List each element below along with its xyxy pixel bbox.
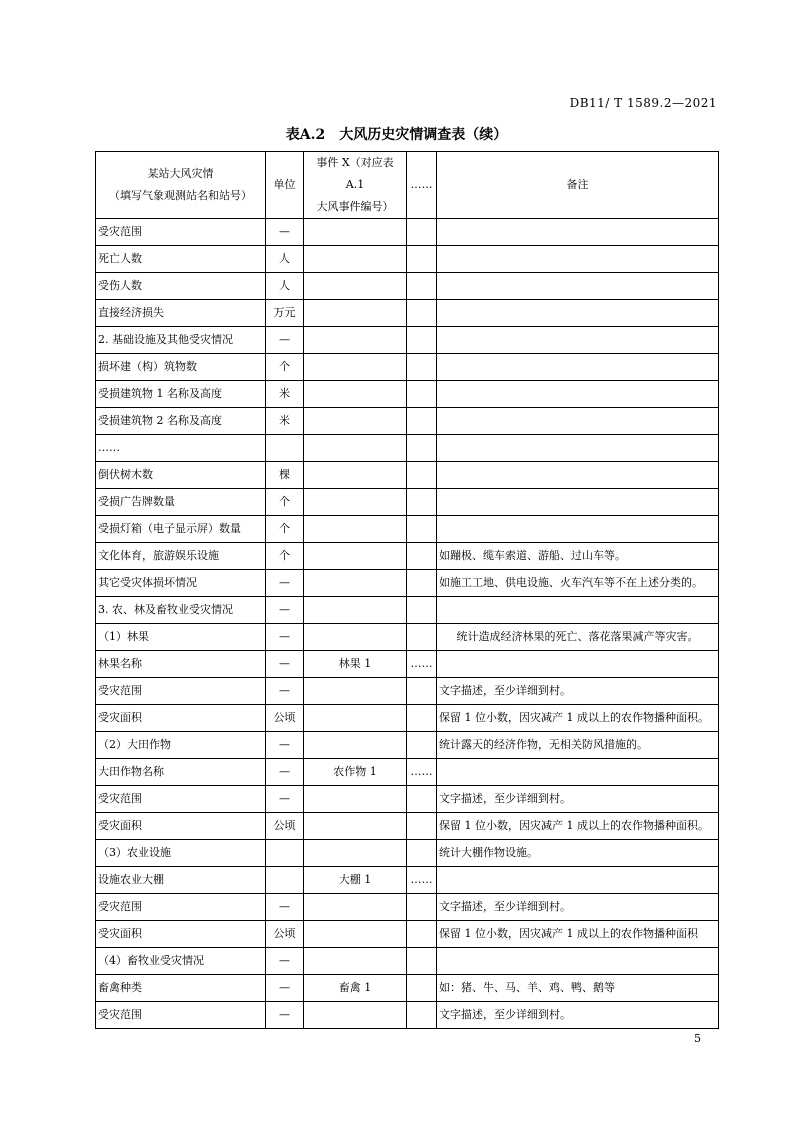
cell-event — [304, 354, 407, 381]
cell-event — [304, 786, 407, 813]
cell-remark: 如蹦极、缆车索道、游船、过山车等。 — [437, 543, 719, 570]
cell-more — [407, 813, 437, 840]
cell-remark — [437, 948, 719, 975]
cell-unit: — — [266, 1002, 304, 1029]
table-row — [96, 624, 719, 651]
cell-item: 死亡人数 — [96, 246, 266, 273]
cell-more: …… — [407, 759, 437, 786]
cell-more — [407, 1002, 437, 1029]
cell-event — [304, 1002, 407, 1029]
cell-more — [407, 840, 437, 867]
cell-item: 直接经济损失 — [96, 300, 266, 327]
table-row — [96, 435, 719, 462]
header-station — [96, 152, 266, 219]
header-station-line1: 某站大风灾情 — [147, 167, 214, 180]
cell-more — [407, 570, 437, 597]
cell-unit: 个 — [266, 354, 304, 381]
table-row — [96, 219, 719, 246]
cell-unit — [266, 867, 304, 894]
cell-item: 受损建筑物 2 名称及高度 — [96, 408, 266, 435]
cell-unit: 个 — [266, 489, 304, 516]
cell-item: 受灾面积 — [96, 813, 266, 840]
cell-item: 受灾范围 — [96, 786, 266, 813]
table-row — [96, 867, 719, 894]
cell-unit: 个 — [266, 516, 304, 543]
cell-event — [304, 597, 407, 624]
cell-more — [407, 489, 437, 516]
cell-event — [304, 435, 407, 462]
cell-unit: — — [266, 894, 304, 921]
cell-more — [407, 705, 437, 732]
cell-item: 其它受灾体损坏情况 — [96, 570, 266, 597]
table-row — [96, 516, 719, 543]
cell-unit: — — [266, 786, 304, 813]
cell-remark — [437, 381, 719, 408]
cell-item: 损坏建（构）筑物数 — [96, 354, 266, 381]
cell-unit: 人 — [266, 273, 304, 300]
cell-remark: 文字描述，至少详细到村。 — [437, 1002, 719, 1029]
cell-item: （1）林果 — [96, 624, 266, 651]
cell-item: 受灾范围 — [96, 1002, 266, 1029]
header-remark: 备注 — [437, 152, 719, 219]
cell-more — [407, 327, 437, 354]
cell-event: 畜禽 1 — [304, 975, 407, 1002]
cell-event — [304, 840, 407, 867]
cell-remark: 统计造成经济林果的死亡、落花落果减产等灾害。 — [437, 624, 719, 651]
cell-item: 受损灯箱（电子显示屏）数量 — [96, 516, 266, 543]
cell-remark — [437, 462, 719, 489]
cell-more — [407, 732, 437, 759]
cell-unit: — — [266, 651, 304, 678]
cell-unit: — — [266, 948, 304, 975]
cell-more — [407, 624, 437, 651]
cell-remark: 文字描述，至少详细到村。 — [437, 678, 719, 705]
cell-unit: 公顷 — [266, 705, 304, 732]
table-row — [96, 813, 719, 840]
cell-more — [407, 948, 437, 975]
header-event-line1: 事件 X（对应表 A.1 — [316, 156, 394, 191]
table-row — [96, 273, 719, 300]
cell-remark — [437, 435, 719, 462]
cell-more — [407, 597, 437, 624]
cell-event — [304, 543, 407, 570]
cell-event — [304, 678, 407, 705]
cell-event — [304, 246, 407, 273]
page-number: 5 — [694, 1032, 701, 1045]
table-row — [96, 894, 719, 921]
cell-unit: 米 — [266, 381, 304, 408]
cell-unit: 个 — [266, 543, 304, 570]
cell-unit: — — [266, 759, 304, 786]
cell-event: 农作物 1 — [304, 759, 407, 786]
cell-remark — [437, 273, 719, 300]
cell-remark: 如施工工地、供电设施、火车汽车等不在上述分类的。 — [437, 570, 719, 597]
cell-unit: — — [266, 732, 304, 759]
cell-event — [304, 462, 407, 489]
cell-unit: — — [266, 597, 304, 624]
cell-unit — [266, 435, 304, 462]
cell-remark — [437, 327, 719, 354]
cell-remark: 保留 1 位小数，因灾减产 1 成以上的农作物播种面积 — [437, 921, 719, 948]
header-ellipsis: …… — [407, 152, 437, 219]
disaster-survey-table — [95, 151, 719, 1029]
table-row — [96, 840, 719, 867]
table-row — [96, 489, 719, 516]
cell-item: 设施农业大棚 — [96, 867, 266, 894]
table-row — [96, 732, 719, 759]
table-row — [96, 597, 719, 624]
cell-remark — [437, 867, 719, 894]
cell-event — [304, 408, 407, 435]
cell-event — [304, 732, 407, 759]
header-event-line2: 大风事件编号） — [316, 200, 394, 213]
cell-event — [304, 327, 407, 354]
cell-remark — [437, 354, 719, 381]
cell-event: 林果 1 — [304, 651, 407, 678]
header-unit: 单位 — [266, 152, 304, 219]
cell-remark — [437, 651, 719, 678]
cell-remark: 文字描述，至少详细到村。 — [437, 786, 719, 813]
cell-more — [407, 273, 437, 300]
cell-more — [407, 786, 437, 813]
cell-event: 大棚 1 — [304, 867, 407, 894]
table-row — [96, 651, 719, 678]
cell-event — [304, 300, 407, 327]
cell-unit: 米 — [266, 408, 304, 435]
cell-item: 受伤人数 — [96, 273, 266, 300]
cell-unit: 棵 — [266, 462, 304, 489]
cell-unit: 公顷 — [266, 921, 304, 948]
cell-unit — [266, 840, 304, 867]
cell-more — [407, 462, 437, 489]
cell-event — [304, 624, 407, 651]
cell-remark — [437, 489, 719, 516]
cell-remark: 统计大棚作物设施。 — [437, 840, 719, 867]
cell-more — [407, 921, 437, 948]
cell-item: 受灾范围 — [96, 894, 266, 921]
cell-more — [407, 894, 437, 921]
document-code: DB11/ T 1589.2—2021 — [569, 96, 717, 110]
cell-item: 畜禽种类 — [96, 975, 266, 1002]
cell-item: 受损广告牌数量 — [96, 489, 266, 516]
cell-item: 受灾范围 — [96, 219, 266, 246]
cell-more: …… — [407, 651, 437, 678]
cell-remark — [437, 246, 719, 273]
table-row — [96, 408, 719, 435]
cell-more — [407, 219, 437, 246]
cell-item: （3）农业设施 — [96, 840, 266, 867]
cell-remark: 保留 1 位小数，因灾减产 1 成以上的农作物播种面积。 — [437, 813, 719, 840]
cell-item: 受灾面积 — [96, 921, 266, 948]
cell-event — [304, 570, 407, 597]
cell-more — [407, 354, 437, 381]
cell-item: 受损建筑物 1 名称及高度 — [96, 381, 266, 408]
cell-remark — [437, 516, 719, 543]
cell-event — [304, 516, 407, 543]
cell-remark — [437, 759, 719, 786]
cell-more — [407, 678, 437, 705]
cell-unit: 公顷 — [266, 813, 304, 840]
cell-event — [304, 489, 407, 516]
cell-remark — [437, 219, 719, 246]
cell-item: 受灾面积 — [96, 705, 266, 732]
cell-remark — [437, 408, 719, 435]
cell-item: 倒伏树木数 — [96, 462, 266, 489]
cell-unit: — — [266, 219, 304, 246]
cell-remark — [437, 597, 719, 624]
table-header-row — [96, 152, 719, 219]
cell-unit: — — [266, 570, 304, 597]
cell-remark — [437, 300, 719, 327]
table-row — [96, 1002, 719, 1029]
cell-event — [304, 894, 407, 921]
cell-more — [407, 300, 437, 327]
cell-more — [407, 543, 437, 570]
table-row — [96, 759, 719, 786]
cell-remark: 文字描述，至少详细到村。 — [437, 894, 719, 921]
table-row — [96, 246, 719, 273]
cell-event — [304, 381, 407, 408]
cell-unit: — — [266, 975, 304, 1002]
cell-unit: 人 — [266, 246, 304, 273]
header-event — [304, 152, 407, 219]
table-row — [96, 786, 719, 813]
cell-event — [304, 948, 407, 975]
cell-remark: 如：猪、牛、马、羊、鸡、鸭、鹅等 — [437, 975, 719, 1002]
cell-unit: — — [266, 624, 304, 651]
cell-item: 3. 农、林及畜牧业受灾情况 — [96, 597, 266, 624]
table-row — [96, 678, 719, 705]
table-row — [96, 948, 719, 975]
cell-item: 受灾范围 — [96, 678, 266, 705]
table-row — [96, 543, 719, 570]
cell-item: （2）大田作物 — [96, 732, 266, 759]
cell-more — [407, 516, 437, 543]
cell-event — [304, 813, 407, 840]
table-row — [96, 705, 719, 732]
table-row — [96, 327, 719, 354]
cell-more — [407, 435, 437, 462]
cell-more: …… — [407, 867, 437, 894]
cell-unit: 万元 — [266, 300, 304, 327]
cell-remark: 保留 1 位小数，因灾减产 1 成以上的农作物播种面积。 — [437, 705, 719, 732]
cell-event — [304, 219, 407, 246]
header-station-line2: （填写气象观测站名和站号） — [109, 189, 252, 202]
table-row — [96, 354, 719, 381]
cell-event — [304, 705, 407, 732]
cell-more — [407, 408, 437, 435]
cell-more — [407, 381, 437, 408]
cell-unit: — — [266, 327, 304, 354]
cell-more — [407, 246, 437, 273]
table-row — [96, 975, 719, 1002]
table-row — [96, 462, 719, 489]
cell-item: 林果名称 — [96, 651, 266, 678]
cell-event — [304, 273, 407, 300]
table-row — [96, 300, 719, 327]
cell-unit: — — [266, 678, 304, 705]
cell-remark: 统计露天的经济作物，无相关防风措施的。 — [437, 732, 719, 759]
table-row — [96, 921, 719, 948]
cell-item: 大田作物名称 — [96, 759, 266, 786]
cell-more — [407, 975, 437, 1002]
table-row — [96, 570, 719, 597]
cell-event — [304, 921, 407, 948]
cell-item: 文化体育，旅游娱乐设施 — [96, 543, 266, 570]
table-row — [96, 381, 719, 408]
cell-item: （4）畜牧业受灾情况 — [96, 948, 266, 975]
table-title: 表A.2 大风历史灾情调查表（续） — [285, 127, 508, 143]
cell-item: 2. 基础设施及其他受灾情况 — [96, 327, 266, 354]
cell-item: …… — [96, 435, 266, 462]
